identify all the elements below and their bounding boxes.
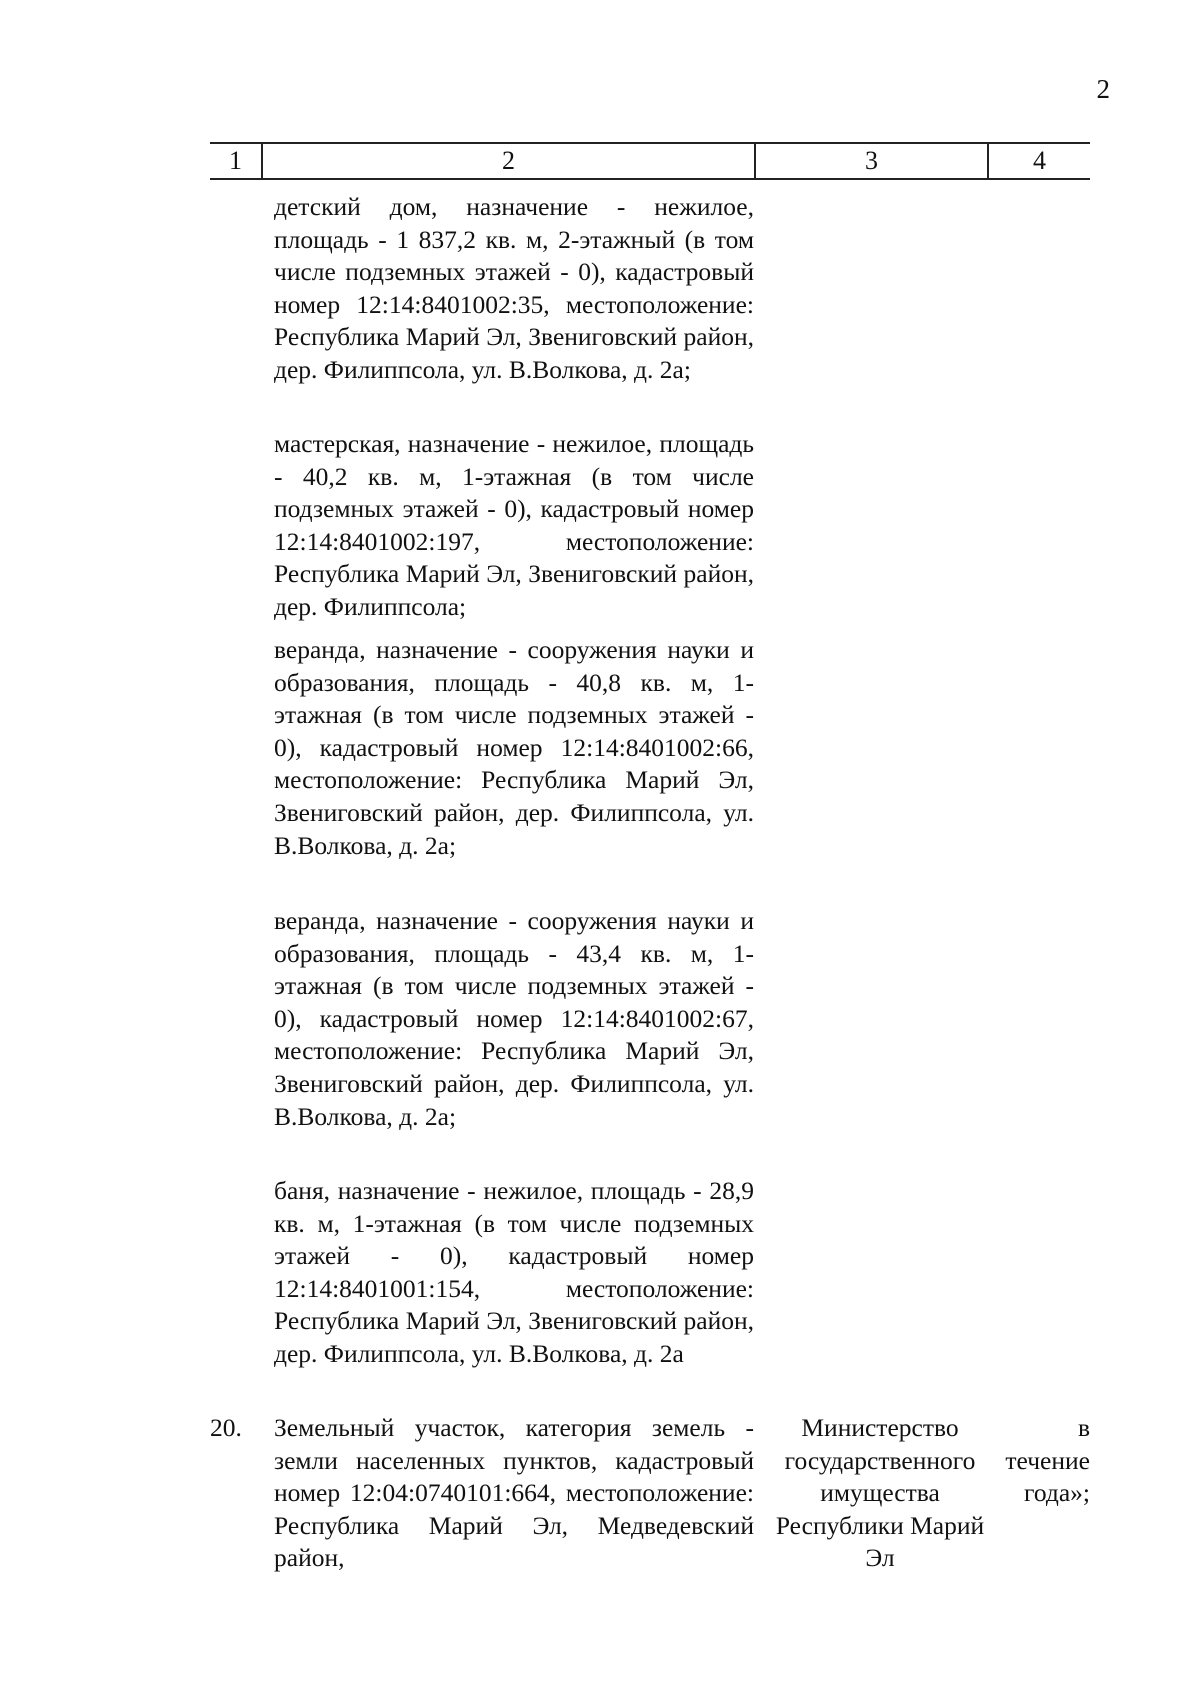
header-cell-2: 2 <box>263 144 756 178</box>
item-paragraph: детский дом, назначение - нежилое, площадь - 1 837,2 кв. м, 2-этажный (в том числе подземных этажей - 0), кадастровый номер 12:14:8401002:35, местоположение: Республика Марий Эл, Звениговский район, дер. Филиппсола, ул. В.Волкова, д. 2а; <box>274 192 754 384</box>
header-cell-3: 3 <box>756 144 989 178</box>
row-number: 20. <box>210 1413 242 1442</box>
item-paragraph: веранда, назначение - сооружения науки и образования, площадь - 43,4 кв. м, 1-этажная (в том числе подземных этажей - 0), кадастровый номер 12:14:8401002:67, местоположение: Республика Марий Эл, Звениговский район, дер. Филиппсола, ул. В.Волкова, д. 2а; <box>274 906 754 1131</box>
term-line: течение <box>1005 1445 1090 1475</box>
table-header-row <box>210 142 1090 180</box>
row-term <box>994 1412 1090 1510</box>
item-paragraph: веранда, назначение - сооружения науки и образования, площадь - 40,8 кв. м, 1-этажная (в том числе подземных этажей - 0), кадастровый номер 12:14:8401002:66, местоположение: Республика Марий Эл, Звениговский район, дер. Филиппсола, ул. В.Волкова, д. 2а; <box>274 635 754 860</box>
item-paragraph: баня, назначение - нежилое, площадь - 28,9 кв. м, 1-этажная (в том числе подземных этажей - 0), кадастровый номер 12:14:8401001:154, местоположение: Республика Марий Эл, Звениговский район, дер. Филиппсола, ул. В.Волкова, д. 2а <box>274 1176 754 1368</box>
header-cell-1: 1 <box>210 144 263 178</box>
header-cell-4: 4 <box>1033 146 1046 175</box>
term-line: в <box>1077 1413 1090 1442</box>
term-line: года»; <box>1024 1478 1090 1508</box>
page-number: 2 <box>1096 74 1110 104</box>
row-authority: Министерство государственного имущества Республики Марий Эл <box>775 1413 985 1573</box>
item-paragraph: мастерская, назначение - нежилое, площадь - 40,2 кв. м, 1-этажная (в том числе подземных этажей - 0), кадастровый номер 12:14:8401002:197, местоположение: Республика Марий Эл, Звениговский район, дер. Филиппсола; <box>274 429 754 621</box>
row-description: Земельный участок, категория земель - земли населенных пунктов, кадастровый номер 12:04:0740101:664, местоположение: Республика Марий Эл, Медведевский район, <box>274 1413 754 1573</box>
